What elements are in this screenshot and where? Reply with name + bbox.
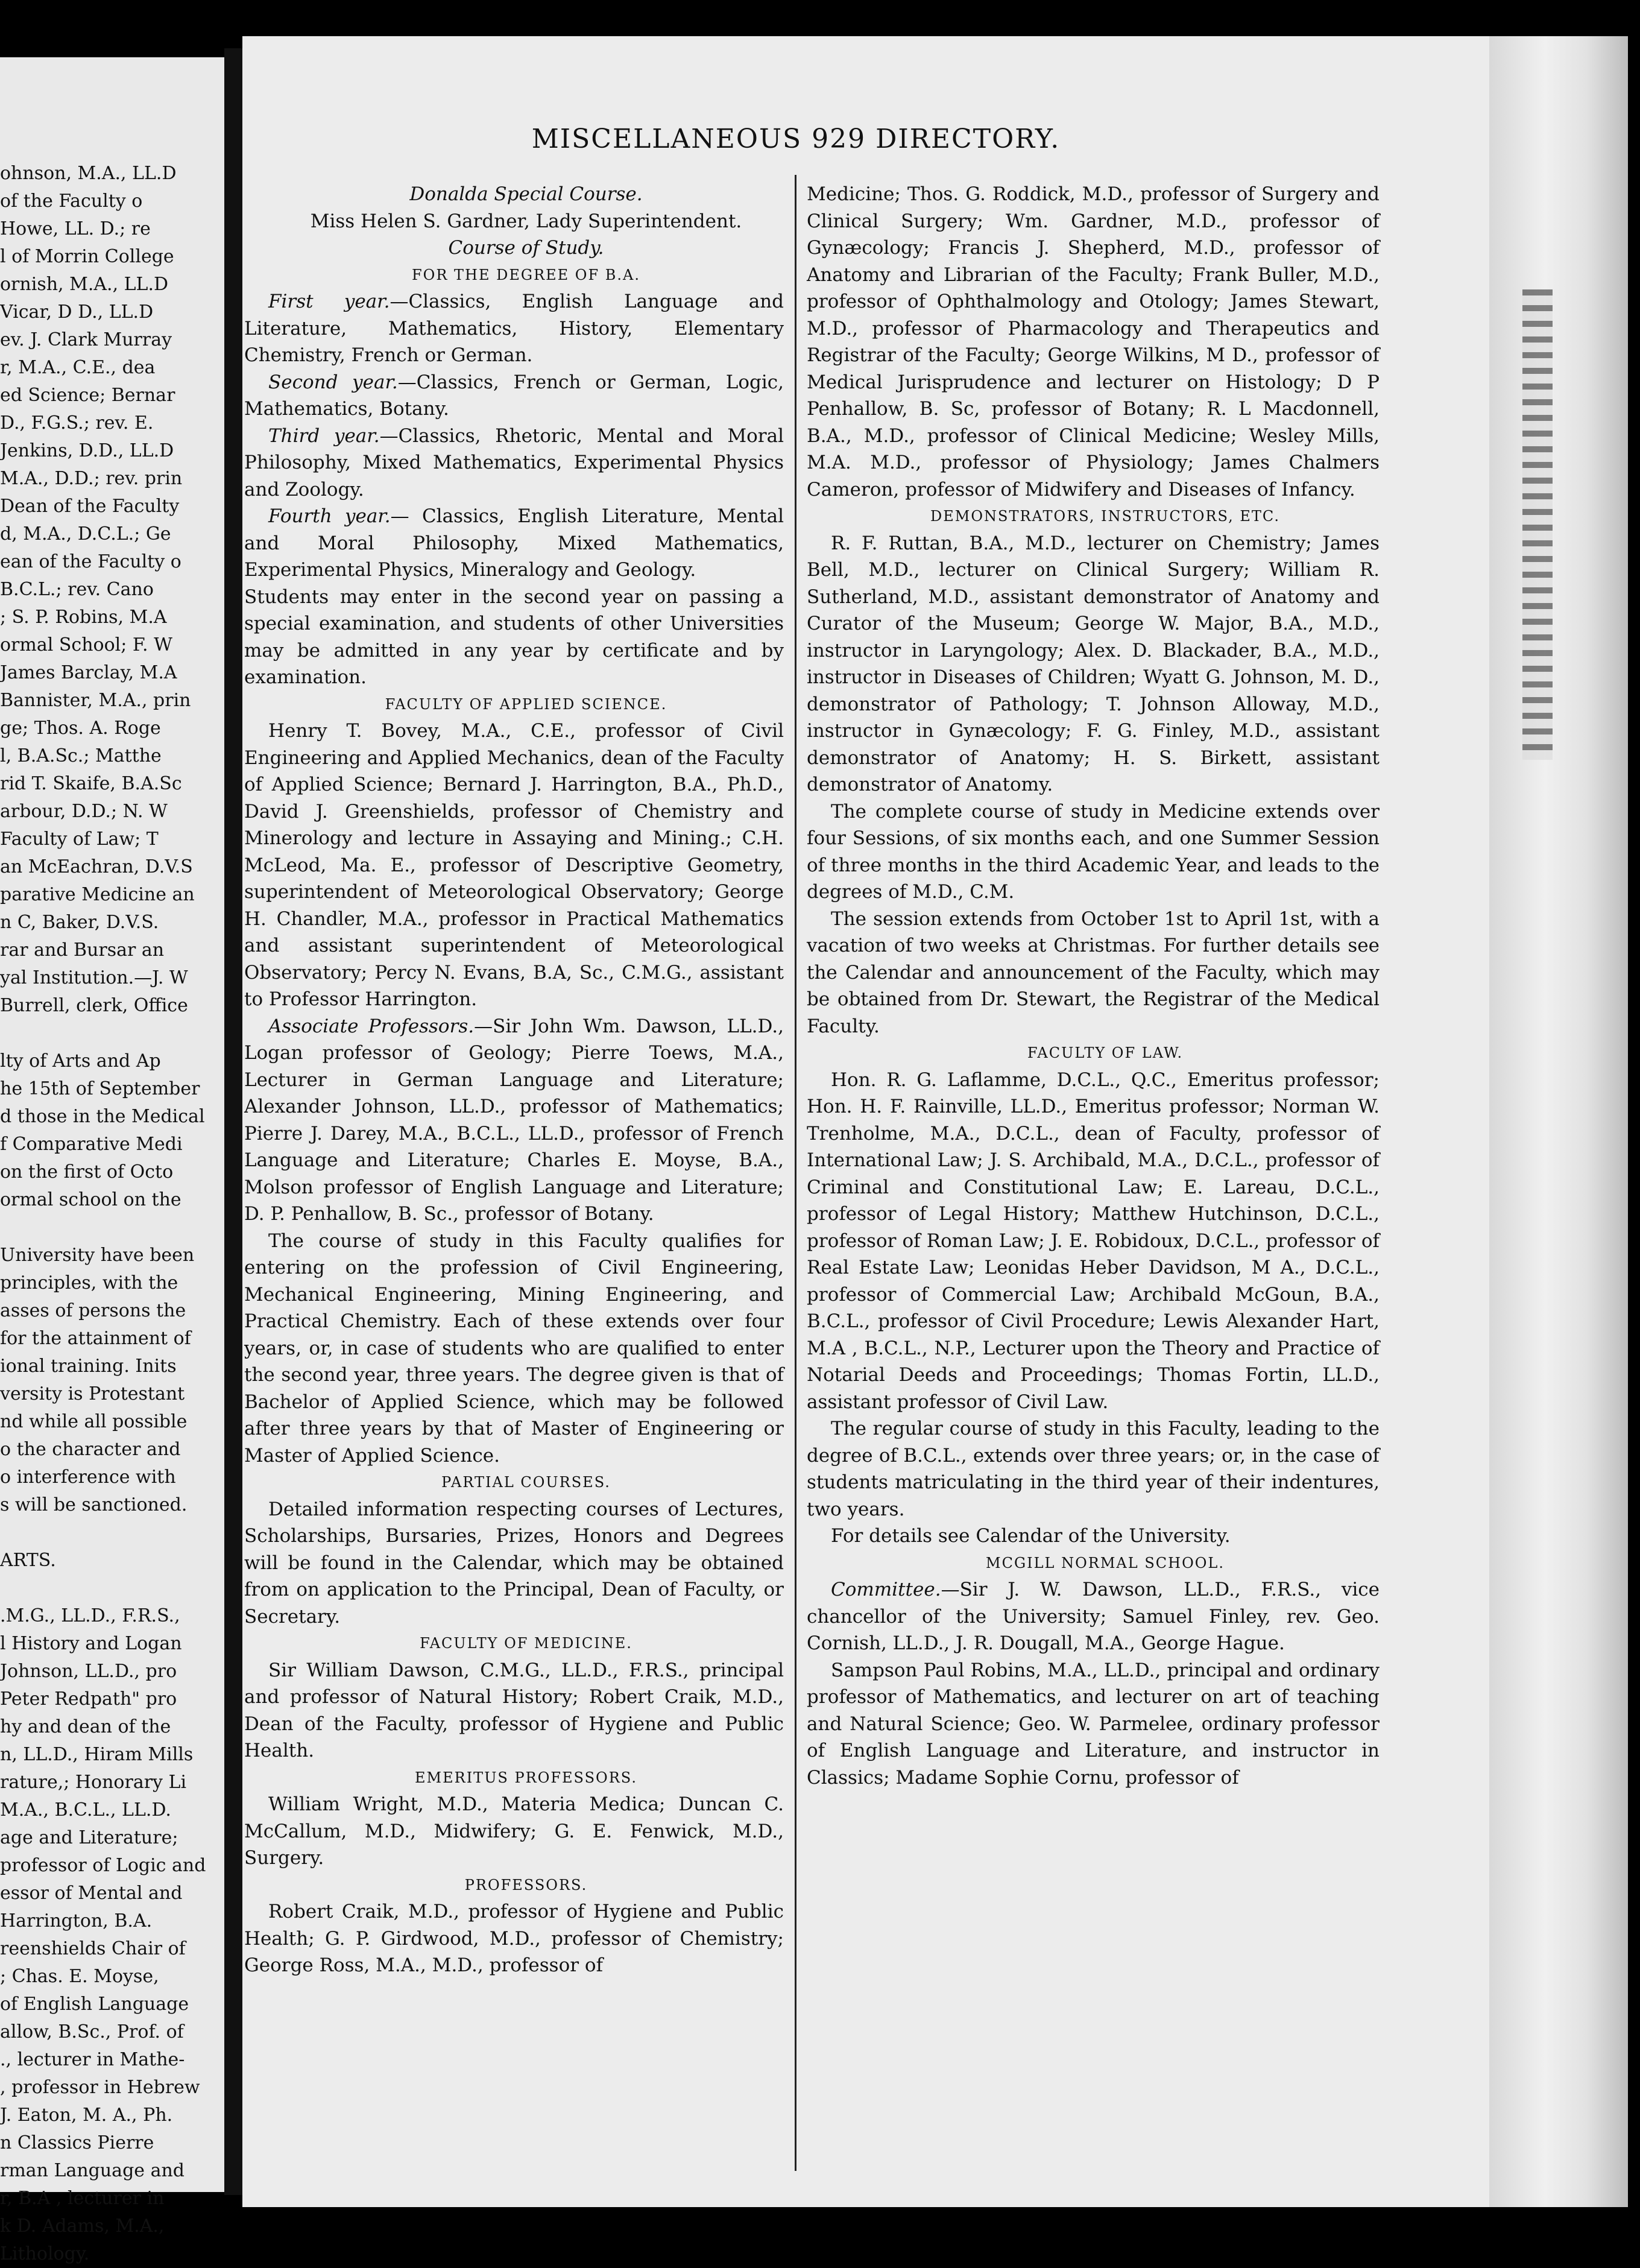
left-page-line: parative Medicine an (0, 884, 195, 905)
law-heading: FACULTY OF LAW. (1027, 1044, 1184, 1061)
left-page-line: nd while all possible (0, 1411, 188, 1432)
law-course-text: The regular course of study in this Faculty, leading to the degree of B.C.L., extends over three years; or, in the case of students matriculating in the third year of their indentures, two years. (807, 1418, 1380, 1520)
left-page-line: rar and Bursar an (0, 940, 165, 961)
left-page-line: n C, Baker, D.V.S. (0, 912, 159, 933)
left-page-line: d those in the Medical (0, 1106, 205, 1127)
left-page-line: D., F.G.S.; rev. E. (0, 412, 154, 434)
left-page-line (0, 1020, 235, 1047)
normal-school-text: Sampson Paul Robins, M.A., LL.D., principal and ordinary professor of Mathematics, and lecturer on art of teaching and Natural Science; Geo. W. Parmelee, ordinary professor of English Language and Literature, and instructor in Classics; Madame Sophie Cornu, professor of (807, 1659, 1380, 1789)
session-text: The session extends from October 1st to April 1st, with a vacation of two weeks at Christmas. For further details see the Calendar and announcement of the Faculty, which may be obtained from Dr. Stewart, the Registrar of the Medical Faculty. (807, 908, 1380, 1037)
left-page-line: lty of Arts and Ap (0, 1050, 161, 1072)
left-page-line: Johnson, LL.D., pro (0, 1661, 177, 1682)
left-page-line: ed Science; Bernar (0, 385, 175, 406)
left-page-line: reenshields Chair of (0, 1938, 186, 1959)
left-page-line: arbour, D.D.; N. W (0, 801, 168, 822)
left-page-line: of English Language (0, 1994, 189, 2015)
left-page-line: ., lecturer in Mathe- (0, 2049, 185, 2070)
normal-school-heading: MCGILL NORMAL SCHOOL. (986, 1554, 1225, 1571)
left-page-fragment (0, 57, 224, 2264)
left-page-line: James Barclay, M.A (0, 662, 177, 683)
left-page-line: Howe, LL. D.; re (0, 218, 151, 239)
left-page-line: o the character and (0, 1439, 181, 1460)
left-page-line: M.A., B.C.L., LL.D. (0, 1799, 171, 1821)
partial-courses-heading: PARTIAL COURSES. (441, 1474, 611, 1491)
left-page-line: he 15th of September (0, 1078, 200, 1099)
degree-heading: FOR THE DEGREE OF B.A. (412, 266, 640, 283)
demonstrators-text: R. F. Ruttan, B.A., M.D., lecturer on Chemistry; James Bell, M.D., lecturer on Clinical Surgery; William R. Sutherland, M.D., assistant demonstrator of Anatomy and Curator of the Museum; George W. Major, B.A., M.D., instructor in Laryngology; Alex. D. Blackader, B.A., M.D., instructor in Diseases of Children; Wyatt G. Johnson, M. D., demonstrator of Pathology; T. Johnson Alloway, M.D., instructor in Gynæcology; F. G. Finley, M.D., assistant demonstrator of Anatomy; H. S. Birkett, assistant demonstrator of Anatomy. (807, 532, 1380, 795)
column-rule (795, 175, 796, 2171)
column-1 (244, 181, 784, 1979)
column-2 (807, 181, 1380, 1791)
left-page-line: k D. Adams, M.A., (0, 2216, 165, 2237)
left-page-line: .M.G., LL.D., F.R.S., (0, 1605, 180, 1626)
associate-professors: Associate Professors.—Sir John Wm. Dawson, LL.D., Logan professor of Geology; Pierre Toews, M.A., Lecturer in German Language and Literature; Alexander Johnson, LL.D., professor of Mathematics; Pierre J. Darey, M.A., B.C.L., LL.D., professor of French Language and Literature; Charles E. Moyse, B.A., Molson professor of English Language and Literature; D. P. Penhallow, B. Sc., professor of Botany. (244, 1015, 784, 1225)
applied-science-heading: FACULTY OF APPLIED SCIENCE. (385, 695, 667, 713)
left-page-line: r, B.A , lecturer in (0, 2188, 165, 2209)
left-page-line: essor of Mental and (0, 1883, 183, 1904)
left-page-line: Dean of the Faculty (0, 496, 180, 517)
page-edge-markings (1522, 289, 1553, 760)
left-page-line: hy and dean of the (0, 1716, 171, 1737)
left-page-line (0, 1575, 235, 1602)
applied-science-text: Henry T. Bovey, M.A., C.E., professor of Civil Engineering and Applied Mechanics, dean of the Faculty of Applied Science; Bernard J. Harrington, B.A., Ph.D., David J. Greenshields, professor of Chemistry and Minerology and lecture in Assaying and Mining.; C.H. McLeod, Ma. E., professor of Descriptive Geometry, superintendent of Meteorological Observatory; George H. Chandler, M.A., professor in Practical Mathematics and assistant superintendent of Meteorological Observatory; Percy N. Evans, B.A, Sc., C.M.G., assistant to Professor Harrington. (244, 720, 784, 1010)
left-page-line: ormal school on the (0, 1189, 181, 1210)
applied-course-text: The course of study in this Faculty qualifies for entering on the profession of Civil Engineering, Mechanical Engineering, Mining Engineering, and Practical Chemistry. Each of these extends over four years, or, in case of students who are qualified to enter the second year, three years. The degree given is that of Bachelor of Applied Science, which may be followed after three years by that of Master of Engineering or Master of Applied Science. (244, 1230, 784, 1467)
medicine-continued: Medicine; Thos. G. Roddick, M.D., professor of Surgery and Clinical Surgery; Wm. Gardner, M.D., professor of Gynæcology; Francis J. Shepherd, M.D., professor of Anatomy and Librarian of the Faculty; Frank Buller, M.D., professor of Ophthalmology and Otology; James Stewart, M.D., professor of Pharmacology and Therapeutics and Registrar of the Faculty; George Wilkins, M D., professor of Medical Jurisprudence and lecturer on Histology; D P Penhallow, B. Sc, professor of Botany; R. L Macdonnell, B.A., M.D., professor of Clinical Medicine; Wesley Mills, M.A. M.D., professor of Physiology; James Chalmers Cameron, professor of Midwifery and Diseases of Infancy. (807, 183, 1380, 501)
left-page-text (0, 160, 235, 2268)
left-page-line: Vicar, D D., LL.D (0, 302, 154, 323)
left-page-line: ARTS. (0, 1550, 56, 1571)
emeritus-text: William Wright, M.D., Materia Medica; Duncan C. McCallum, M.D., Midwifery; G. E. Fenwick, M.D., Surgery. (244, 1793, 784, 1869)
left-page-line: Harrington, B.A. (0, 1910, 153, 1932)
page-edge (1489, 36, 1628, 2207)
committee: Committee.—Sir J. W. Dawson, LL.D., F.R.S., vice chancellor of the University; Samuel Finley, rev. Geo. Cornish, LL.D., J. R. Dougall, M.A., George Hague. (807, 1579, 1380, 1654)
left-page-line: J. Eaton, M. A., Ph. (0, 2105, 173, 2126)
left-page-line (0, 1519, 235, 1547)
left-page-line: n Classics Pierre (0, 2132, 154, 2153)
law-details: For details see Calendar of the University. (831, 1525, 1231, 1547)
year-4: Fourth year.— Classics, English Literature, Mental and Moral Philosophy, Mixed Mathematics, Experimental Physics, Mineralogy and Geology. (244, 505, 784, 581)
left-page-line: ; Chas. E. Moyse, (0, 1966, 159, 1987)
running-head: MISCELLANEOUS 929 DIRECTORY. (531, 124, 1061, 154)
demonstrators-heading: DEMONSTRATORS, INSTRUCTORS, ETC. (930, 508, 1280, 525)
left-page-line: asses of persons the (0, 1300, 186, 1321)
left-page-line: Jenkins, D.D., LL.D (0, 440, 174, 461)
left-page-line: rid T. Skaife, B.A.Sc (0, 773, 182, 794)
left-page-line: an McEachran, D.V.S (0, 856, 193, 877)
left-page-line: principles, with the (0, 1272, 178, 1294)
book-gutter (224, 48, 242, 2195)
year-3: Third year.—Classics, Rhetoric, Mental and Moral Philosophy, Mixed Mathematics, Experimental Physics and Zoology. (244, 425, 784, 501)
left-page-line: f Comparative Medi (0, 1134, 183, 1155)
left-page-line: on the first of Octo (0, 1161, 174, 1183)
left-page-line: o interference with (0, 1467, 176, 1488)
course-title: Course of Study. (448, 237, 604, 259)
left-page-line: ornish, M.A., LL.D (0, 274, 169, 295)
left-page-line: versity is Protestant (0, 1383, 185, 1404)
professors-heading: PROFESSORS. (464, 1876, 588, 1894)
medicine-course-text: The complete course of study in Medicine extends over four Sessions, of six months each, and one Summer Session of three months in the third Academic Year, and leads to the degrees of M.D., C.M. (807, 800, 1380, 903)
students-note: Students may enter in the second year on passing a special examination, and students of other Universities may be admitted in any year by certificate and by examination. (244, 586, 784, 688)
left-page-line: Burrell, clerk, Office (0, 995, 188, 1016)
left-page-line: ge; Thos. A. Roge (0, 718, 161, 739)
left-page-line: yal Institution.—J. W (0, 967, 188, 988)
left-page-line: d, M.A., D.C.L.; Ge (0, 523, 171, 545)
medicine-heading: FACULTY OF MEDICINE. (420, 1635, 632, 1652)
left-page-line: ional training. Inits (0, 1356, 177, 1377)
left-page-line: , professor in Hebrew (0, 2077, 200, 2098)
left-page-line (0, 1214, 235, 1242)
year-2: Second year.—Classics, French or German, Logic, Mathematics, Botany. (244, 371, 784, 420)
left-page-line: rature,; Honorary Li (0, 1772, 187, 1793)
superintendent: Miss Helen S. Gardner, Lady Superintendent. (310, 210, 742, 232)
left-page-line: age and Literature; (0, 1827, 178, 1848)
left-page-line: Lithology. (0, 2243, 90, 2264)
left-page-line: University have been (0, 1245, 195, 1266)
left-page-line: r, M.A., C.E., dea (0, 357, 156, 378)
left-page-line: l, B.A.Sc.; Matthe (0, 745, 162, 766)
professors-text: Robert Craik, M.D., professor of Hygiene and Public Health; G. P. Girdwood, M.D., professor of Chemistry; George Ross, M.A., M.D., professor of (244, 1901, 784, 1976)
left-page-line: ohnson, M.A., LL.D (0, 163, 177, 184)
left-page-line: ev. J. Clark Murray (0, 329, 172, 350)
left-page-line: for the attainment of (0, 1328, 191, 1349)
left-page-line: of the Faculty o (0, 191, 143, 212)
left-page-line: l of Morrin College (0, 246, 174, 267)
section-title: Donalda Special Course. (409, 183, 643, 205)
law-text: Hon. R. G. Laflamme, D.C.L., Q.C., Emeritus professor; Hon. H. F. Rainville, LL.D., Emeritus professor; Norman W. Trenholme, M.A., D.C.L., dean of Faculty, professor of International Law; J. S. Archibald, M.A., D.C.L., professor of Criminal and Constitutional Law; E. Lareau, D.C.L., professor of Legal History; Matthew Hutchinson, D.C.L., professor of Roman Law; J. E. Robidoux, D.C.L., professor of Real Estate Law; Leonidas Heber Davidson, M A., D.C.L., professor of Commercial Law; Archibald McGoun, B.A., B.C.L., professor of Civil Procedure; Lewis Alexander Hart, M.A , B.C.L., N.P., Lecturer upon the Theory and Practice of Notarial Deeds and Proceedings; Thomas Fortin, LL.D., assistant professor of Civil Law. (807, 1069, 1380, 1413)
left-page-line: n, LL.D., Hiram Mills (0, 1744, 194, 1765)
left-page-line: rman Language and (0, 2160, 184, 2181)
left-page-line: ean of the Faculty o (0, 551, 181, 572)
medicine-text: Sir William Dawson, C.M.G., LL.D., F.R.S., principal and professor of Natural History; Robert Craik, M.D., Dean of the Faculty, professor of Hygiene and Public Health. (244, 1659, 784, 1761)
left-page-line: Peter Redpath" pro (0, 1688, 177, 1710)
left-page-line: Faculty of Law; T (0, 829, 159, 850)
left-page-line: professor of Logic and (0, 1855, 206, 1876)
emeritus-heading: EMERITUS PROFESSORS. (415, 1769, 637, 1786)
left-page-line: Bannister, M.A., prin (0, 690, 191, 711)
left-page-line: l History and Logan (0, 1633, 182, 1654)
left-page-line: s will be sanctioned. (0, 1494, 188, 1515)
partial-courses-text: Detailed information respecting courses of Lectures, Scholarships, Bursaries, Prizes, Honors and Degrees will be found in the Calendar, which may be obtained from on application to the Principal, Dean of Faculty, or Secretary. (244, 1498, 784, 1628)
left-page-line: ; S. P. Robins, M.A (0, 607, 167, 628)
left-page-line: M.A., D.D.; rev. prin (0, 468, 183, 489)
left-page-line: ormal School; F. W (0, 634, 172, 655)
year-1: First year.—Classics, English Language and Literature, Mathematics, History, Elementary Chemistry, French or German. (244, 291, 784, 366)
left-page-line: B.C.L.; rev. Cano (0, 579, 154, 600)
left-page-line: allow, B.Sc., Prof. of (0, 2021, 184, 2042)
